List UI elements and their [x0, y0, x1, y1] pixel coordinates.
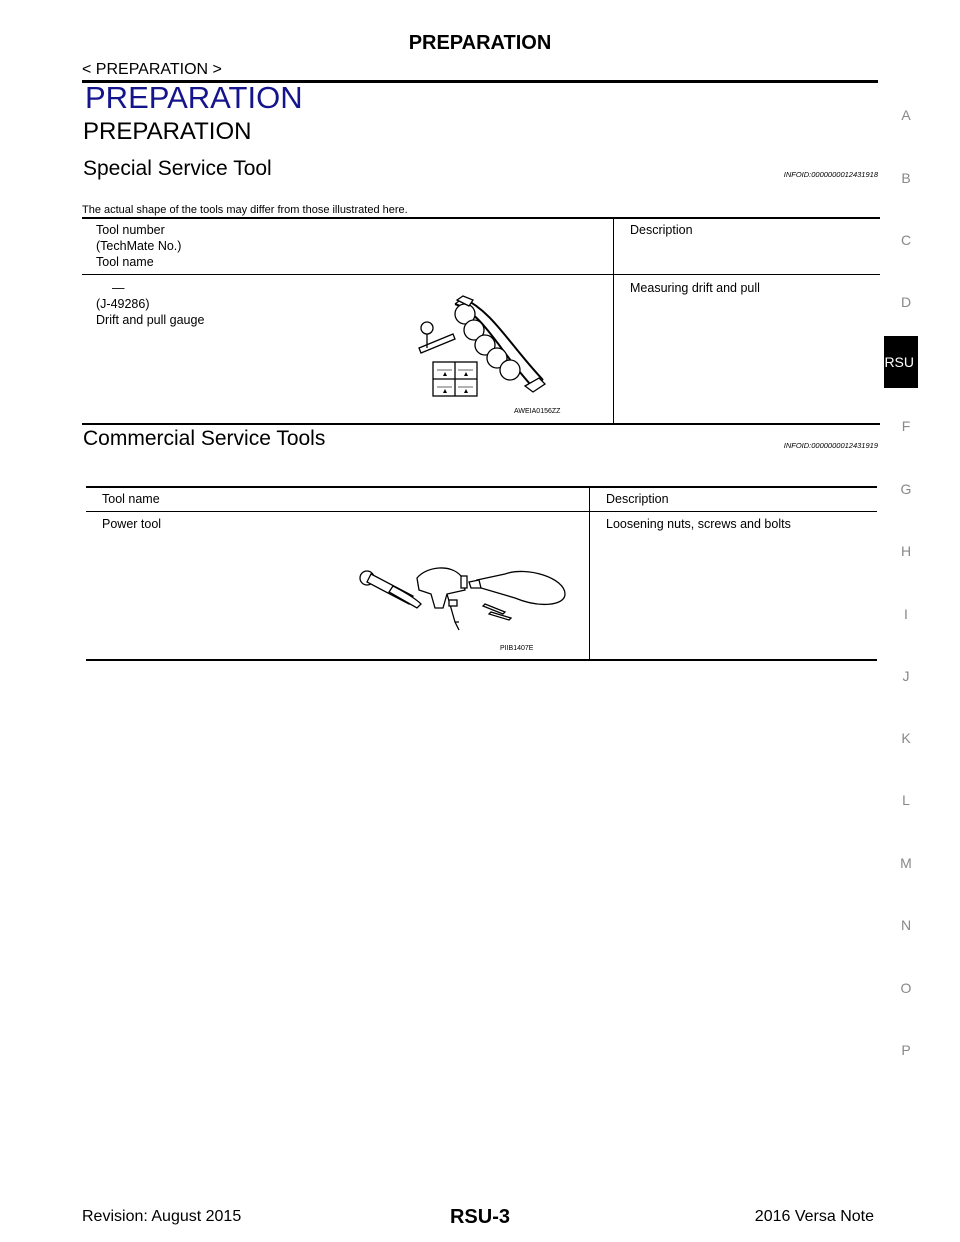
- special-tool-col2-header: Description: [630, 223, 693, 237]
- side-index-h[interactable]: H: [900, 543, 912, 559]
- tool-name: Drift and pull gauge: [96, 313, 205, 327]
- header-tool-name: Tool name: [96, 255, 154, 269]
- side-index-active-tab[interactable]: RSU: [884, 336, 918, 388]
- side-index-b[interactable]: B: [901, 170, 911, 186]
- commercial-table-header-rule: [86, 511, 877, 512]
- commercial-tool-figure-code: PIIB1407E: [500, 645, 534, 652]
- commercial-table-top-rule: [86, 486, 877, 488]
- commercial-table-bottom-rule: [86, 659, 877, 661]
- side-index-i[interactable]: I: [904, 606, 908, 622]
- header-tool-number: Tool number: [96, 223, 165, 237]
- table-bottom-rule: [82, 423, 880, 425]
- special-tool-note: The actual shape of the tools may differ from those illustrated here.: [82, 204, 408, 216]
- special-tool-heading: Special Service Tool: [83, 157, 272, 180]
- special-tool-row: [96, 280, 204, 328]
- tool-number: —: [112, 281, 125, 295]
- side-index-g[interactable]: G: [900, 481, 912, 497]
- commercial-col2-header: Description: [606, 492, 669, 506]
- tool-description: Measuring drift and pull: [630, 281, 760, 295]
- side-index-j[interactable]: J: [902, 668, 910, 684]
- side-index-o[interactable]: O: [900, 980, 912, 996]
- section-title: PREPARATION: [85, 80, 303, 115]
- drift-pull-gauge-illustration: [405, 292, 555, 402]
- side-index-n[interactable]: N: [900, 917, 912, 933]
- breadcrumb[interactable]: < PREPARATION >: [82, 61, 222, 78]
- side-index-d[interactable]: D: [900, 294, 912, 310]
- commercial-table-column-divider: [589, 487, 590, 660]
- subsection-title: PREPARATION: [83, 118, 252, 145]
- commercial-tool-description: Loosening nuts, screws and bolts: [606, 517, 791, 531]
- commercial-tool-name: Power tool: [102, 517, 162, 531]
- side-index-l[interactable]: L: [902, 792, 910, 808]
- side-index-p[interactable]: P: [901, 1042, 911, 1058]
- special-tool-figure-code: AWEIA0156ZZ: [514, 408, 561, 415]
- side-index-c[interactable]: C: [900, 232, 912, 248]
- footer-revision: Revision: August 2015: [82, 1208, 242, 1225]
- table-top-rule: [82, 217, 880, 219]
- side-index-k[interactable]: K: [901, 730, 911, 746]
- table-header-rule: [82, 274, 880, 275]
- side-index-f[interactable]: F: [901, 418, 911, 434]
- table-column-divider: [613, 218, 614, 424]
- commercial-tools-infoid: INFOID:0000000012431919: [783, 441, 878, 450]
- special-tool-col1-header: [96, 222, 181, 270]
- side-index-a[interactable]: A: [901, 107, 911, 123]
- side-index-m[interactable]: M: [900, 855, 912, 871]
- tool-techmate-number: (J-49286): [96, 297, 150, 311]
- footer-model: 2016 Versa Note: [754, 1208, 874, 1225]
- footer-page-number: RSU-3: [449, 1206, 510, 1228]
- header-techmate-no: (TechMate No.): [96, 239, 182, 253]
- page-header-title: PREPARATION: [408, 32, 552, 54]
- commercial-col1-header: Tool name: [102, 492, 160, 506]
- commercial-tools-heading: Commercial Service Tools: [83, 427, 326, 450]
- special-tool-infoid: INFOID:0000000012431918: [783, 170, 878, 179]
- power-tool-illustration: [355, 560, 570, 640]
